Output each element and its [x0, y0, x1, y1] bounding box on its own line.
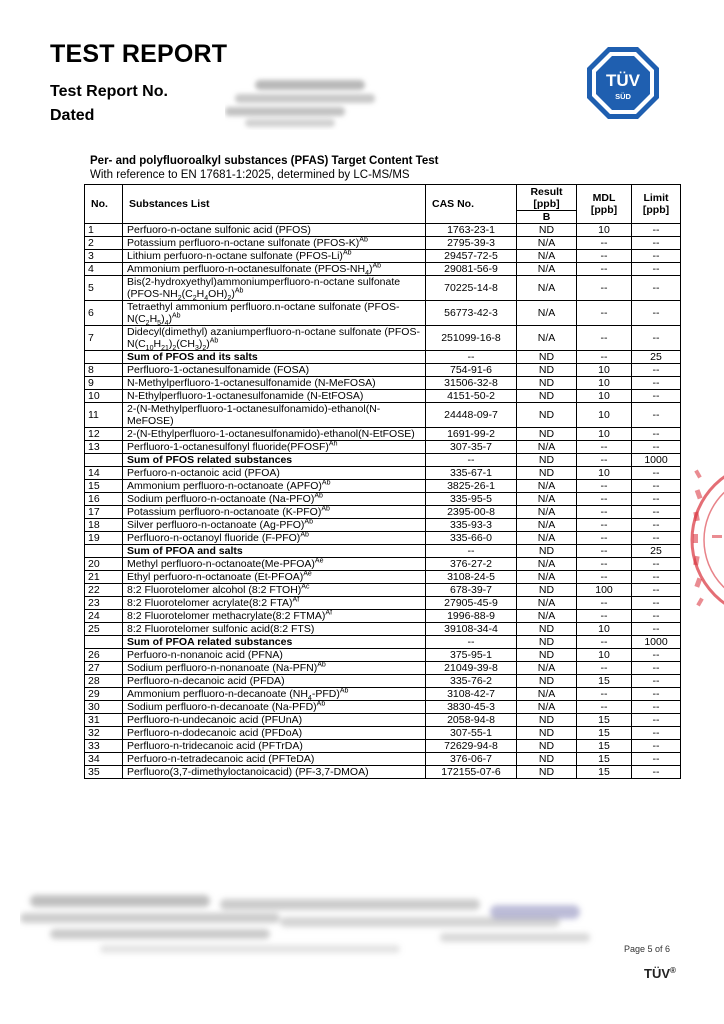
table-row — [85, 403, 681, 428]
table-row — [85, 493, 681, 506]
table-row — [85, 753, 681, 766]
row-number: 23 — [85, 597, 123, 610]
limit-value: -- — [632, 467, 681, 480]
limit-value: -- — [632, 377, 681, 390]
table-row — [85, 263, 681, 276]
footer-logo-text: TÜV — [644, 966, 670, 981]
cas-number: 72629-94-8 — [426, 740, 517, 753]
row-number: 24 — [85, 610, 123, 623]
table-row — [85, 610, 681, 623]
cas-number: 307-35-7 — [426, 441, 517, 454]
result-value: N/A — [517, 532, 577, 545]
result-value: ND — [517, 403, 577, 428]
limit-value: -- — [632, 688, 681, 701]
limit-value: -- — [632, 675, 681, 688]
row-number: 8 — [85, 364, 123, 377]
report-number-label: Test Report No. — [50, 83, 168, 100]
substance-name: Perfluoro-n-undecanoic acid (PFUnA) — [123, 714, 426, 727]
result-value: N/A — [517, 597, 577, 610]
cas-number: 31506-32-8 — [426, 377, 517, 390]
table-body — [85, 224, 681, 779]
result-value: N/A — [517, 326, 577, 351]
row-number: 21 — [85, 571, 123, 584]
result-value: ND — [517, 454, 577, 467]
mdl-value: 10 — [577, 377, 632, 390]
substance-name: Ethyl perfuoro-n-octanoate (Et-PFOA)$^{Ae}$ — [123, 571, 426, 584]
limit-value: -- — [632, 276, 681, 301]
table-row — [85, 584, 681, 597]
table-row — [85, 301, 681, 326]
cas-number: 29081-56-9 — [426, 263, 517, 276]
result-value: N/A — [517, 441, 577, 454]
mdl-value: -- — [577, 351, 632, 364]
table-row — [85, 532, 681, 545]
mdl-value: 15 — [577, 753, 632, 766]
limit-value: -- — [632, 480, 681, 493]
section-title: Per- and polyfluoroalkyl substances (PFAS) Target Content Test — [90, 155, 439, 167]
row-number: 34 — [85, 753, 123, 766]
substance-name: 8:2 Fluorotelomer alcohol (8:2 FTOH)$^{Ac}$ — [123, 584, 426, 597]
table-row — [85, 649, 681, 662]
row-number: 16 — [85, 493, 123, 506]
substance-name: Lithium perfuoro-n-octane sulfonate (PFOS-Li)$^{Ab}$ — [123, 250, 426, 263]
substance-name: Bis(2-hydroxyethyl)ammoniumperfluoro-n-octane sulfonate $(PFOS-NH_2(C_2H_4OH)_2)^{Ab}$ — [123, 276, 426, 301]
mdl-value: -- — [577, 301, 632, 326]
mdl-value: -- — [577, 636, 632, 649]
limit-value: -- — [632, 364, 681, 377]
table-row — [85, 558, 681, 571]
dated-label: Dated — [50, 107, 95, 124]
red-stamp — [690, 440, 724, 640]
limit-value: -- — [632, 597, 681, 610]
mdl-value: -- — [577, 558, 632, 571]
limit-value: -- — [632, 584, 681, 597]
substance-name: Perfuoro-n-octanoic acid (PFOA) — [123, 467, 426, 480]
svg-text:TÜV: TÜV — [606, 71, 640, 90]
cas-number: 335-95-5 — [426, 493, 517, 506]
row-number: 10 — [85, 390, 123, 403]
result-value: N/A — [517, 688, 577, 701]
substance-name: N-Ethylperfluoro-1-octanesulfonamide (N-EtFOSA) — [123, 390, 426, 403]
result-value: ND — [517, 727, 577, 740]
row-number: 9 — [85, 377, 123, 390]
cas-number: 24448-09-7 — [426, 403, 517, 428]
cas-number: 29457-72-5 — [426, 250, 517, 263]
result-value: N/A — [517, 480, 577, 493]
cas-number: 56773-42-3 — [426, 301, 517, 326]
mdl-value: -- — [577, 250, 632, 263]
mdl-value: 10 — [577, 403, 632, 428]
cas-number: -- — [426, 545, 517, 558]
svg-text:SÜD: SÜD — [615, 92, 631, 101]
row-number: 14 — [85, 467, 123, 480]
result-value: ND — [517, 377, 577, 390]
result-value: N/A — [517, 301, 577, 326]
result-value: N/A — [517, 571, 577, 584]
mdl-value: -- — [577, 532, 632, 545]
table-row — [85, 276, 681, 301]
substance-name: N-Methylperfluoro-1-octanesulfonamide (N-MeFOSA) — [123, 377, 426, 390]
substance-name: Perfluoro-n-tridecanoic acid (PFTrDA) — [123, 740, 426, 753]
limit-value: 25 — [632, 351, 681, 364]
mdl-value: -- — [577, 688, 632, 701]
substance-name: Sodium perfluoro-n-nonanoate $(Na-PFN)^{Ab}$ — [123, 662, 426, 675]
limit-value: -- — [632, 506, 681, 519]
row-number — [85, 454, 123, 467]
mdl-value: 15 — [577, 727, 632, 740]
row-number: 15 — [85, 480, 123, 493]
table-row — [85, 675, 681, 688]
row-number: 3 — [85, 250, 123, 263]
cas-number: 1763-23-1 — [426, 224, 517, 237]
limit-value: -- — [632, 519, 681, 532]
cas-number: -- — [426, 636, 517, 649]
table-row — [85, 377, 681, 390]
limit-value: -- — [632, 493, 681, 506]
limit-value: -- — [632, 237, 681, 250]
header-limit: Limit [ppb] — [632, 185, 681, 224]
substance-name: Sum of PFOA and salts — [123, 545, 426, 558]
table-row — [85, 480, 681, 493]
result-value: N/A — [517, 276, 577, 301]
row-number: 20 — [85, 558, 123, 571]
result-value: ND — [517, 766, 577, 779]
substance-name: Ammonium perfluoro-n-decanoate $(NH_4-PFD)^{Ab}$ — [123, 688, 426, 701]
table-sum-row — [85, 636, 681, 649]
table-sum-row — [85, 351, 681, 364]
limit-value: -- — [632, 740, 681, 753]
mdl-value: 10 — [577, 428, 632, 441]
row-number: 26 — [85, 649, 123, 662]
cas-number: 70225-14-8 — [426, 276, 517, 301]
substance-name: Perfluoro-n-dodecanoic acid (PFDoA) — [123, 727, 426, 740]
table-row — [85, 224, 681, 237]
limit-value: -- — [632, 662, 681, 675]
substance-name: Perfluoro-n-octanoyl fluoride $(F-PFO)^{Ab}$ — [123, 532, 426, 545]
row-number — [85, 351, 123, 364]
substance-name: Sodium perfluoro-n-decanoate $(Na-PFD)^{Ab}$ — [123, 701, 426, 714]
section-subtitle: With reference to EN 17681-1:2025, determined by LC-MS/MS — [90, 169, 410, 181]
row-number: 4 — [85, 263, 123, 276]
mdl-value: -- — [577, 519, 632, 532]
mdl-value: -- — [577, 441, 632, 454]
result-value: N/A — [517, 662, 577, 675]
limit-value: -- — [632, 701, 681, 714]
result-value: N/A — [517, 519, 577, 532]
mdl-value: 15 — [577, 766, 632, 779]
result-value: ND — [517, 545, 577, 558]
limit-value: -- — [632, 649, 681, 662]
row-number: 33 — [85, 740, 123, 753]
row-number: 29 — [85, 688, 123, 701]
mdl-value: 15 — [577, 675, 632, 688]
result-value: ND — [517, 753, 577, 766]
substance-name: Potassium perfluoro-n-octanoate $(K-PFO)^{Ab}$ — [123, 506, 426, 519]
row-number: 6 — [85, 301, 123, 326]
table-row — [85, 597, 681, 610]
result-value: N/A — [517, 558, 577, 571]
pfas-results-table — [84, 184, 681, 779]
limit-value: -- — [632, 326, 681, 351]
limit-value: -- — [632, 428, 681, 441]
result-value: ND — [517, 675, 577, 688]
limit-value: -- — [632, 301, 681, 326]
table-row — [85, 727, 681, 740]
page-number: Page 5 of 6 — [624, 944, 671, 954]
table-row — [85, 441, 681, 454]
tuv-sud-logo — [586, 46, 660, 120]
cas-number: 335-76-2 — [426, 675, 517, 688]
row-number: 7 — [85, 326, 123, 351]
substance-name: 2-(N-Methylperfluoro-1-octanesulfonamido)-ethanol(N-MeFOSE) — [123, 403, 426, 428]
cas-number: 39108-34-4 — [426, 623, 517, 636]
table-row — [85, 519, 681, 532]
result-value: N/A — [517, 263, 577, 276]
result-value: ND — [517, 351, 577, 364]
row-number: 31 — [85, 714, 123, 727]
result-value: ND — [517, 467, 577, 480]
mdl-value: 10 — [577, 364, 632, 377]
row-number: 1 — [85, 224, 123, 237]
mdl-value: -- — [577, 597, 632, 610]
row-number: 2 — [85, 237, 123, 250]
table-row — [85, 506, 681, 519]
row-number: 32 — [85, 727, 123, 740]
cas-number: 335-93-3 — [426, 519, 517, 532]
substance-name: Sum of PFOS related substances — [123, 454, 426, 467]
mdl-value: -- — [577, 480, 632, 493]
substance-name: Silver perfluoro-n-octanoate $(Ag-PFO)^{Ab}$ — [123, 519, 426, 532]
cas-number: 3830-45-3 — [426, 701, 517, 714]
table-row — [85, 714, 681, 727]
cas-number: 375-95-1 — [426, 649, 517, 662]
mdl-value: 100 — [577, 584, 632, 597]
table-row — [85, 623, 681, 636]
mdl-value: -- — [577, 662, 632, 675]
limit-value: 25 — [632, 545, 681, 558]
cas-number: 335-67-1 — [426, 467, 517, 480]
result-value: ND — [517, 740, 577, 753]
cas-number: 251099-16-8 — [426, 326, 517, 351]
limit-value: -- — [632, 766, 681, 779]
cas-number: 1996-88-9 — [426, 610, 517, 623]
limit-value: -- — [632, 727, 681, 740]
substance-name: Perfuoro-n-tetradecanoic acid (PFTeDA) — [123, 753, 426, 766]
limit-value: 1000 — [632, 636, 681, 649]
substance-name: Perfuoro-n-nonanoic acid (PFNA) — [123, 649, 426, 662]
substance-name: Sum of PFOA related substances — [123, 636, 426, 649]
cas-number: 3108-42-7 — [426, 688, 517, 701]
substance-name: Ammonium perfluoro-n-octanoate (APFO)$^{Ab}$ — [123, 480, 426, 493]
limit-value: -- — [632, 571, 681, 584]
cas-number: 3108-24-5 — [426, 571, 517, 584]
mdl-value: 10 — [577, 623, 632, 636]
mdl-value: 10 — [577, 649, 632, 662]
substance-name: Perfluoro-1-octanesulfonamide (FOSA) — [123, 364, 426, 377]
header-cas: CAS No. — [426, 185, 517, 224]
cas-number: 4151-50-2 — [426, 390, 517, 403]
row-number — [85, 636, 123, 649]
table-row — [85, 701, 681, 714]
table-sum-row — [85, 454, 681, 467]
row-number: 17 — [85, 506, 123, 519]
mdl-value: 15 — [577, 714, 632, 727]
limit-value: -- — [632, 441, 681, 454]
table-row — [85, 766, 681, 779]
mdl-value: -- — [577, 506, 632, 519]
limit-value: -- — [632, 250, 681, 263]
cas-number: 3825-26-1 — [426, 480, 517, 493]
cas-number: 307-55-1 — [426, 727, 517, 740]
table-row — [85, 467, 681, 480]
cas-number: 335-66-0 — [426, 532, 517, 545]
substance-name: Perfuoro-n-octane sulfonic acid (PFOS) — [123, 224, 426, 237]
table-row — [85, 571, 681, 584]
substance-name: Perfluoro-1-octanesulfonyl fluoride(PFOSF)$^{Ah}$ — [123, 441, 426, 454]
result-value: N/A — [517, 506, 577, 519]
cas-number: 27905-45-9 — [426, 597, 517, 610]
limit-value: -- — [632, 558, 681, 571]
footer-tuv-logo — [644, 966, 676, 981]
row-number: 28 — [85, 675, 123, 688]
row-number: 11 — [85, 403, 123, 428]
mdl-value: -- — [577, 571, 632, 584]
mdl-value: -- — [577, 263, 632, 276]
cas-number: 2058-94-8 — [426, 714, 517, 727]
limit-value: -- — [632, 753, 681, 766]
mdl-value: 15 — [577, 740, 632, 753]
table-row — [85, 740, 681, 753]
mdl-value: -- — [577, 326, 632, 351]
row-number: 27 — [85, 662, 123, 675]
substance-name: Perfluoro-n-decanoic acid (PFDA) — [123, 675, 426, 688]
cas-number: 376-06-7 — [426, 753, 517, 766]
row-number: 18 — [85, 519, 123, 532]
result-value: ND — [517, 224, 577, 237]
cas-number: 2795-39-3 — [426, 237, 517, 250]
mdl-value: 10 — [577, 224, 632, 237]
result-value: N/A — [517, 493, 577, 506]
row-number: 22 — [85, 584, 123, 597]
substance-name: Didecyl(dimethyl) azaniumperfluoro-n-octane sulfonate (PFOS- $N(C_{10}H_{21})_2(CH_3)_2)^{Ab}$ — [123, 326, 426, 351]
mdl-value: -- — [577, 545, 632, 558]
cas-number: 1691-99-2 — [426, 428, 517, 441]
limit-value: -- — [632, 714, 681, 727]
result-value: ND — [517, 623, 577, 636]
row-number: 30 — [85, 701, 123, 714]
mdl-value: 10 — [577, 390, 632, 403]
table-row — [85, 688, 681, 701]
result-value: ND — [517, 636, 577, 649]
redacted-footer — [20, 885, 670, 965]
result-value: N/A — [517, 250, 577, 263]
mdl-value: -- — [577, 237, 632, 250]
result-value: N/A — [517, 610, 577, 623]
substance-name: 2-(N-Ethylperfluoro-1-octanesulfonamido)-ethanol(N-EtFOSE) — [123, 428, 426, 441]
row-number: 19 — [85, 532, 123, 545]
table-row — [85, 390, 681, 403]
row-number: 35 — [85, 766, 123, 779]
mdl-value: -- — [577, 454, 632, 467]
substance-name: Tetraethyl ammonium perfluoro.n-octane sulfonate $(PFOS-N(C_2H_5)_4)^{Ab}$ — [123, 301, 426, 326]
substance-name: Sodium perfluoro-n-octanoate $(Na-PFO)^{Ab}$ — [123, 493, 426, 506]
substance-name: Ammonium perfluoro-n-octanesulfonate $(PFOS-NH_4)^{Ab}$ — [123, 263, 426, 276]
result-value: ND — [517, 390, 577, 403]
table-row — [85, 428, 681, 441]
mdl-value: -- — [577, 610, 632, 623]
limit-value: -- — [632, 532, 681, 545]
header-mdl: MDL [ppb] — [577, 185, 632, 224]
header-substance: Substances List — [123, 185, 426, 224]
substance-name: Potassium perfluoro-n-octane sulfonate (PFOS-K)$^{Ab}$ — [123, 237, 426, 250]
mdl-value: -- — [577, 493, 632, 506]
cas-number: 376-27-2 — [426, 558, 517, 571]
report-title: TEST REPORT — [50, 40, 228, 68]
limit-value: -- — [632, 403, 681, 428]
result-value: ND — [517, 584, 577, 597]
redacted-header-info — [225, 74, 385, 130]
cas-number: 172155-07-6 — [426, 766, 517, 779]
cas-number: 754-91-6 — [426, 364, 517, 377]
limit-value: 1000 — [632, 454, 681, 467]
limit-value: -- — [632, 610, 681, 623]
header-no: No. — [85, 185, 123, 224]
mdl-value: -- — [577, 701, 632, 714]
result-value: N/A — [517, 701, 577, 714]
result-value: ND — [517, 364, 577, 377]
table-row — [85, 364, 681, 377]
result-value: ND — [517, 428, 577, 441]
row-number — [85, 545, 123, 558]
table-row — [85, 662, 681, 675]
limit-value: -- — [632, 263, 681, 276]
substance-name: Sum of PFOS and its salts — [123, 351, 426, 364]
cas-number: 2395-00-8 — [426, 506, 517, 519]
table-row — [85, 250, 681, 263]
limit-value: -- — [632, 224, 681, 237]
cas-number: -- — [426, 351, 517, 364]
mdl-value: -- — [577, 276, 632, 301]
result-value: ND — [517, 649, 577, 662]
limit-value: -- — [632, 623, 681, 636]
cas-number: -- — [426, 454, 517, 467]
cas-number: 678-39-7 — [426, 584, 517, 597]
table-sum-row — [85, 545, 681, 558]
row-number: 13 — [85, 441, 123, 454]
substance-name: 8:2 Fluorotelomer acrylate(8:2 FTA)$^{Af}$ — [123, 597, 426, 610]
mdl-value: 10 — [577, 467, 632, 480]
cas-number: 21049-39-8 — [426, 662, 517, 675]
registered-mark: ® — [670, 966, 676, 975]
substance-name: 8:2 Fluorotelomer sulfonic acid(8:2 FTS) — [123, 623, 426, 636]
substance-name: Methyl perfluoro-n-octanoate(Me-PFOA)$^{Ae}$ — [123, 558, 426, 571]
row-number: 25 — [85, 623, 123, 636]
row-number: 5 — [85, 276, 123, 301]
header-result: Result [ppb] — [517, 185, 577, 211]
row-number: 12 — [85, 428, 123, 441]
table-row — [85, 326, 681, 351]
result-value: ND — [517, 714, 577, 727]
result-value: N/A — [517, 237, 577, 250]
substance-name: Perfluoro(3,7-dimethyloctanoicacid) (PF-3,7-DMOA) — [123, 766, 426, 779]
limit-value: -- — [632, 390, 681, 403]
header-result-sample: B — [517, 211, 577, 224]
substance-name: 8:2 Fluorotelomer methacrylate(8:2 FTMA)$^{Af}$ — [123, 610, 426, 623]
table-row — [85, 237, 681, 250]
